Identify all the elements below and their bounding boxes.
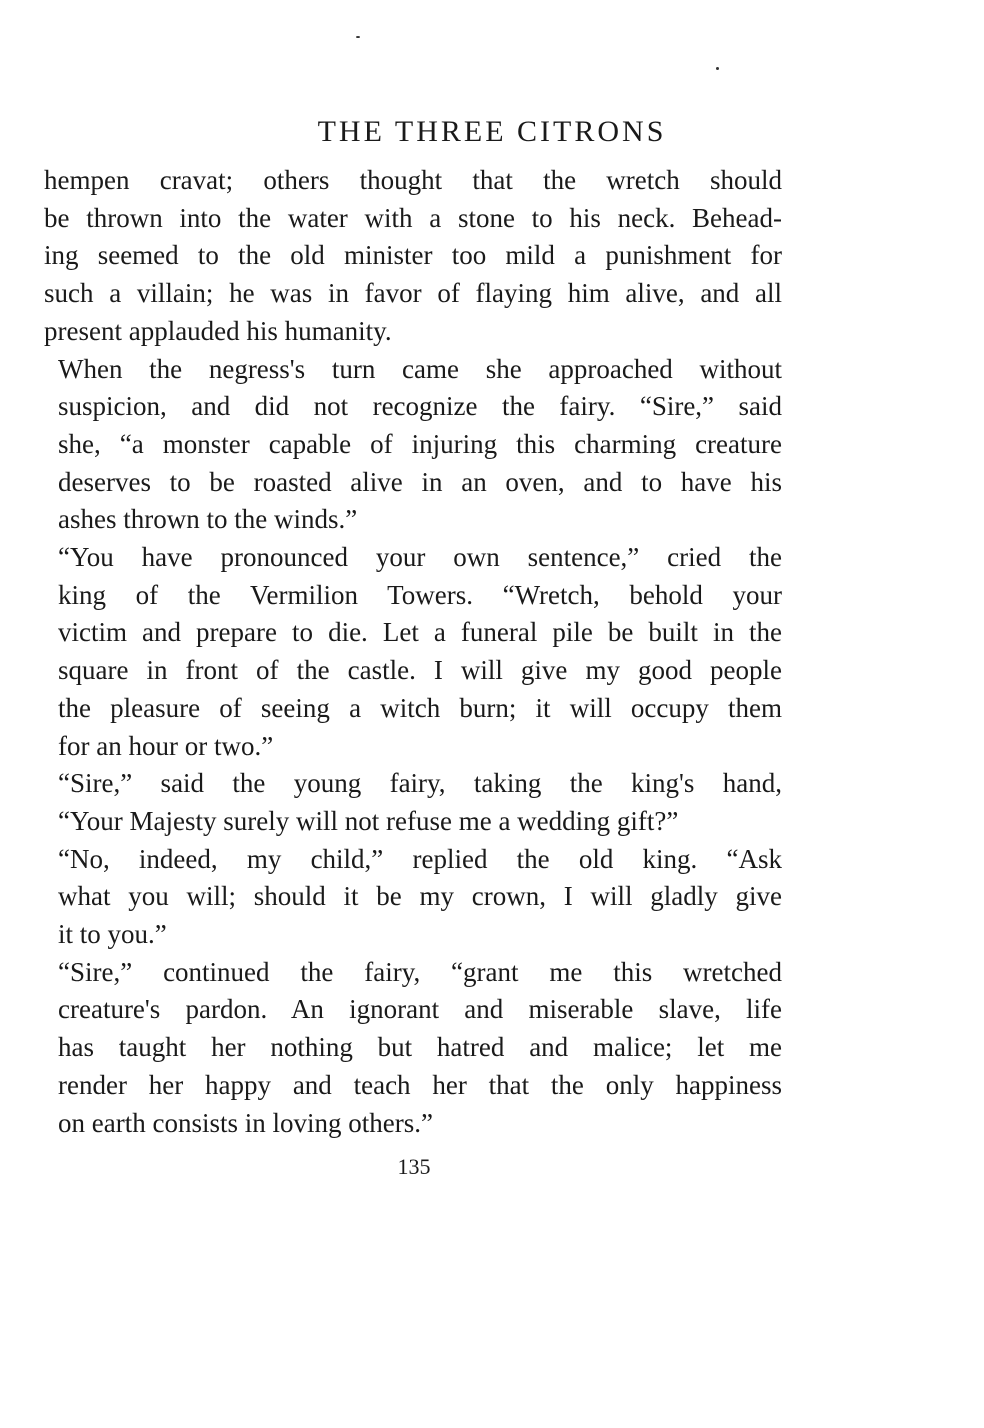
text-line: square in front of the castle. I will give my good people xyxy=(58,655,782,686)
text-line: render her happy and teach her that the only happiness xyxy=(58,1069,782,1100)
scan-speck xyxy=(356,36,360,38)
text-line: present applauded his humanity. xyxy=(44,315,392,346)
text-line: such a villain; he was in favor of flaying him alive, and all xyxy=(44,278,782,309)
text-line: the pleasure of seeing a witch burn; it will occupy them xyxy=(58,692,782,723)
text-line: When the negress's turn came she approached without xyxy=(58,353,782,384)
text-line: “Your Majesty surely will not refuse me a wedding gift?” xyxy=(58,805,679,836)
text-line: “Sire,” said the young fairy, taking the king's hand, xyxy=(58,768,782,799)
text-line: it to you.” xyxy=(58,919,167,950)
paragraph xyxy=(44,162,782,351)
text-line: has taught her nothing but hatred and malice; let me xyxy=(58,1032,782,1063)
paragraph xyxy=(44,539,782,765)
page-number: 135 xyxy=(397,1154,431,1179)
text-line: ing seemed to the old minister too mild a punishment for xyxy=(44,240,782,271)
body-text xyxy=(44,162,782,1142)
paragraph xyxy=(44,954,782,1143)
paragraph xyxy=(44,841,782,954)
text-line: suspicion, and did not recognize the fairy. “Sire,” said xyxy=(58,391,782,422)
text-line: “No, indeed, my child,” replied the old king. “Ask xyxy=(58,843,782,874)
text-line: for an hour or two.” xyxy=(58,730,274,761)
text-line: on earth consists in loving others.” xyxy=(58,1107,433,1138)
text-line: deserves to be roasted alive in an oven, and to have his xyxy=(58,466,782,497)
text-line: victim and prepare to die. Let a funeral pile be built in the xyxy=(58,617,782,648)
running-head: THE THREE CITRONS xyxy=(317,115,667,148)
text-line: creature's pardon. An ignorant and miserable slave, life xyxy=(58,994,782,1025)
text-line: “Sire,” continued the fairy, “grant me this wretched xyxy=(58,956,782,987)
text-line: what you will; should it be my crown, I will gladly give xyxy=(58,881,782,912)
text-line: “You have pronounced your own sentence,” cried the xyxy=(58,542,782,573)
text-line: ashes thrown to the winds.” xyxy=(58,504,358,535)
paragraph xyxy=(44,765,782,840)
text-line: king of the Vermilion Towers. “Wretch, behold your xyxy=(58,579,782,610)
paragraph xyxy=(44,351,782,540)
text-line: hempen cravat; others thought that the wretch should xyxy=(44,165,782,195)
scan-speck xyxy=(716,67,719,70)
text-line: be thrown into the water with a stone to his neck. Behead- xyxy=(44,202,782,233)
text-line: she, “a monster capable of injuring this charming creature xyxy=(58,428,782,459)
